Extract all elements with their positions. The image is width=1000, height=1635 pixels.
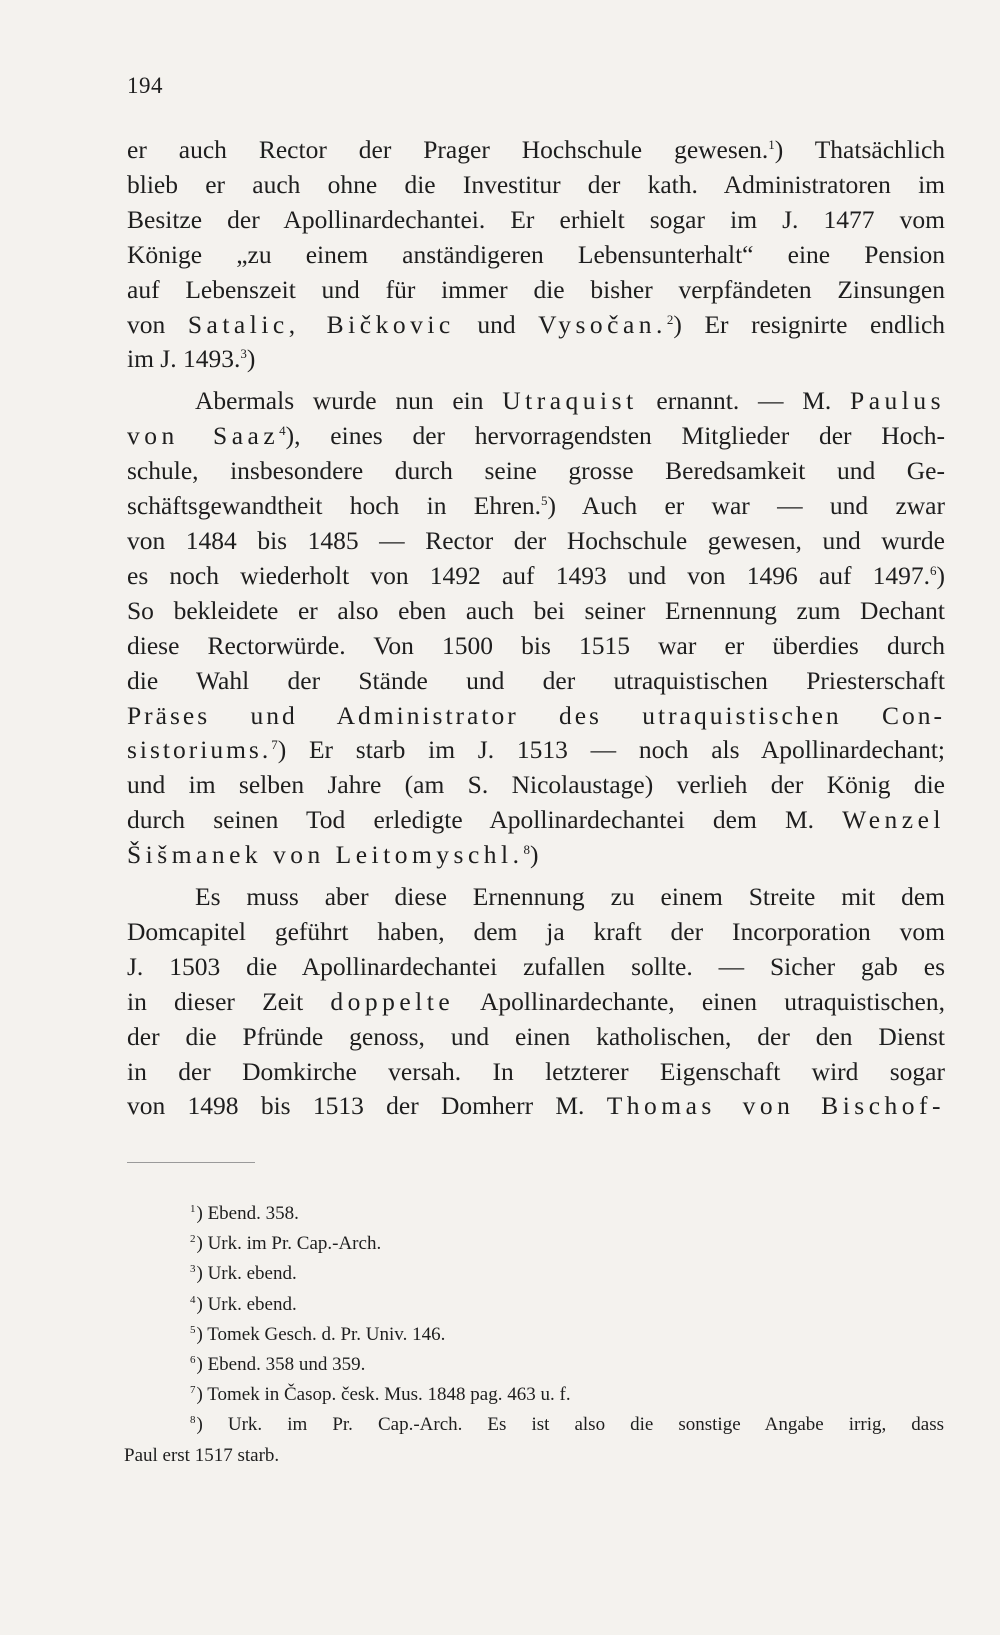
text-line: in der Domkirche versah. In letzterer Eigenschaft wird sogar [127, 1056, 945, 1086]
text-line: schäftsgewandtheit hoch in Ehren.$^5$) Auch er war — und zwar [127, 491, 945, 521]
text-line: und im selben Jahre (am S. Nicolaustage) verlieh der König die [127, 770, 945, 800]
text-line: schule, insbesondere durch seine grosse Beredsamkeit und Ge- [127, 456, 945, 486]
text-line: Abermals wurde nun ein Utraquist ernannt. — M. Paulus [195, 386, 946, 416]
footnote: $^5$) Tomek Gesch. d. Pr. Univ. 146. [190, 1323, 446, 1345]
text-line: von Saaz$^4$), eines der hervorragendsten Mitglieder der Hoch- [127, 421, 945, 451]
footnote-mark: 6 [190, 1354, 196, 1367]
page-number: 194 [127, 73, 163, 98]
footnote: $^3$) Urk. ebend. [190, 1263, 297, 1285]
footnotes [124, 1199, 944, 1471]
text-line: J. 1503 die Apollinardechantei zufallen sollte. — Sicher gab es [127, 951, 945, 981]
text-line: Könige „zu einem anständigeren Lebensunterhalt“ eine Pension [127, 239, 945, 269]
text-line: Domcapitel geführt haben, dem ja kraft der Incorporation vom [127, 916, 945, 946]
text-line: von Satalic, Bičkovic und Vysočan.$^2$) Er resignirte endlich [127, 309, 946, 339]
footnote-mark: 3 [190, 1263, 196, 1276]
main-text [127, 133, 945, 1124]
text-line: sistoriums.$^7$) Er starb im J. 1513 — noch als Apollinardechant; [127, 735, 945, 765]
footnote: $^2$) Urk. im Pr. Cap.-Arch. [190, 1233, 382, 1255]
footnote-mark: 2 [190, 1233, 196, 1246]
text-line: es noch wiederholt von 1492 auf 1493 und von 1496 auf 1497.$^6$) [127, 560, 945, 590]
footnote-ref: 1 [768, 137, 775, 152]
footnote-mark: 8 [190, 1414, 196, 1427]
text-line: durch seinen Tod erledigte Apollinardechantei dem M. Wenzel [127, 805, 945, 835]
footnote-ref: 7 [271, 737, 278, 753]
text-line: Es muss aber diese Ernennung zu einem Streite mit dem [195, 882, 945, 912]
footnote: $^1$) Ebend. 358. [190, 1203, 299, 1224]
footnote-divider [127, 1162, 255, 1163]
text-line: auf Lebenszeit und für immer die bisher verpfändeten Zinsungen [127, 274, 945, 304]
paragraph-gap [127, 377, 945, 384]
text-line: die Wahl der Stände und der utraquistischen Priesterschaft [127, 665, 945, 695]
text-line: Besitze der Apollinardechantei. Er erhielt sogar im J. 1477 vom [127, 204, 945, 234]
footnote-ref: 8 [523, 842, 531, 858]
footnote: $^7$) Tomek in Časop. česk. Mus. 1848 pag. 463 u. f. [190, 1384, 571, 1406]
text-line: der die Pfründe genoss, und einen katholischen, der den Dienst [127, 1021, 945, 1051]
footnote-ref: 2 [666, 311, 674, 327]
text-line: diese Rectorwürde. Von 1500 bis 1515 war er überdies durch [127, 630, 945, 660]
footnote-ref: 4 [279, 423, 286, 439]
text-line: Präses und Administrator des utraquistischen Con- [127, 700, 945, 730]
footnote: $^4$) Urk. ebend. [190, 1293, 297, 1315]
footnote-ref: 5 [541, 493, 548, 509]
footnote-ref: 6 [930, 562, 937, 578]
text-line: So bekleidete er also eben auch bei seiner Ernennung zum Dechant [127, 595, 945, 625]
footnote: $^6$) Ebend. 358 und 359. [190, 1354, 366, 1376]
text-line: in dieser Zeit doppelte Apollinardechante, einen utraquistischen, [127, 986, 945, 1016]
text-line: er auch Rector der Prager Hochschule gewesen.$^1$) Thatsächlich [127, 135, 946, 164]
footnote-mark: 7 [190, 1384, 196, 1397]
footnote-mark: 4 [190, 1293, 196, 1306]
footnote-mark: 1 [190, 1203, 196, 1215]
text-line: Šišmanek von Leitomyschl.$^8$) [127, 840, 539, 870]
footnote-continuation: Paul erst 1517 starb. [124, 1444, 280, 1466]
text-line: blieb er auch ohne die Investitur der kath. Administratoren im [127, 169, 945, 199]
text-line: von 1498 bis 1513 der Domherr M. Thomas von Bischof- [127, 1091, 946, 1121]
text-line: im J. 1493.$^3$) [127, 344, 256, 374]
text-line: von 1484 bis 1485 — Rector der Hochschule gewesen, und wurde [127, 525, 945, 555]
paragraph-gap [127, 873, 945, 880]
footnote-mark: 5 [190, 1323, 196, 1336]
footnote: $^8$) Urk. im Pr. Cap.-Arch. Es ist also die sonstige Angabe irrig, dass [190, 1414, 944, 1436]
footnote-ref: 3 [240, 346, 247, 362]
